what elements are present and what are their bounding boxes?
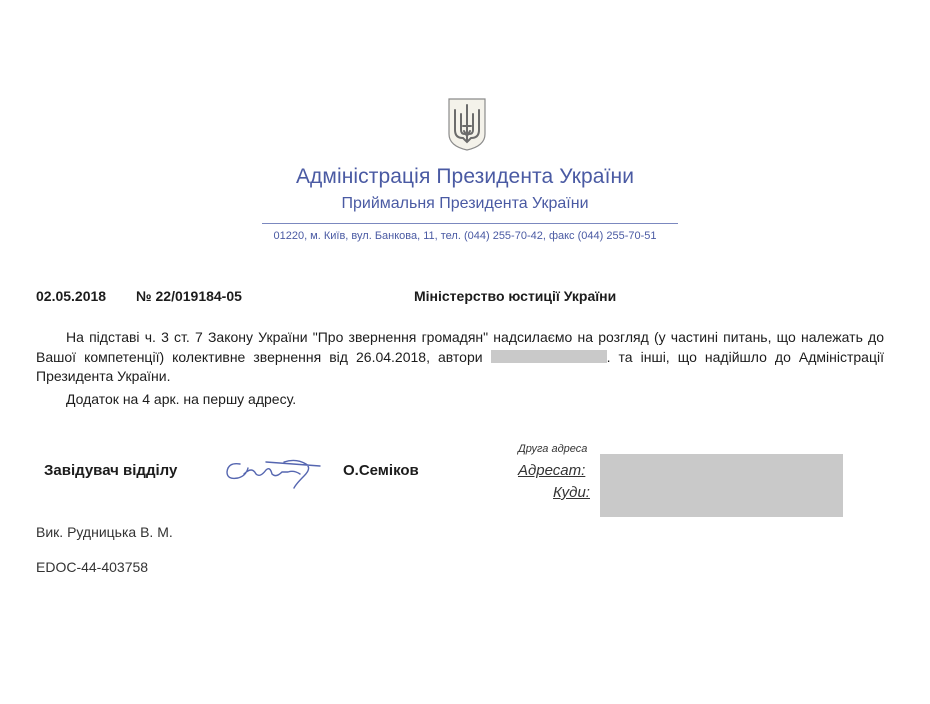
trident-icon <box>446 96 488 152</box>
attachment-note: Додаток на 4 арк. на першу адресу. <box>66 391 297 407</box>
addressee-label: Адресат: <box>518 462 586 479</box>
department-title: Приймальня Президента України <box>341 195 589 212</box>
document-number: № 22/019184-05 <box>136 288 242 304</box>
second-address-heading: Друга адреса <box>518 443 588 455</box>
handwritten-signature <box>222 452 342 492</box>
executor-line: Вик. Рудницька В. М. <box>36 524 173 540</box>
organization-title: Адміністрація Президента України <box>295 165 635 188</box>
redacted-author <box>491 350 607 363</box>
destination-label: Куди: <box>553 484 590 501</box>
recipient-name: Міністерство юстиції України <box>414 288 617 304</box>
letterhead-address: 01220, м. Київ, вул. Банкова, 11, тел. (044) 255-70-42, факс (044) 255-70-51 <box>273 230 657 242</box>
document-date: 02.05.2018 <box>36 288 107 304</box>
edoc-number: EDOC-44-403758 <box>36 559 149 575</box>
letter-body <box>36 328 884 387</box>
body-text-part1: На підставі ч. 3 ст. 7 Закону України "Про звернення громадян" надсилаємо на розгляд (у частині питань, що належать до Вашої компетенції) колективне звернення від 26.04.2018, автори <box>36 329 884 365</box>
letterhead-divider <box>262 223 678 224</box>
signer-name: О.Семіков <box>343 462 419 479</box>
body-paragraph <box>36 328 884 387</box>
signer-position: Завідувач відділу <box>44 462 178 479</box>
redacted-address-block <box>600 454 843 517</box>
body-text-part2: . та інші, що надійшло до Адміністрації Президента України. <box>36 348 884 384</box>
